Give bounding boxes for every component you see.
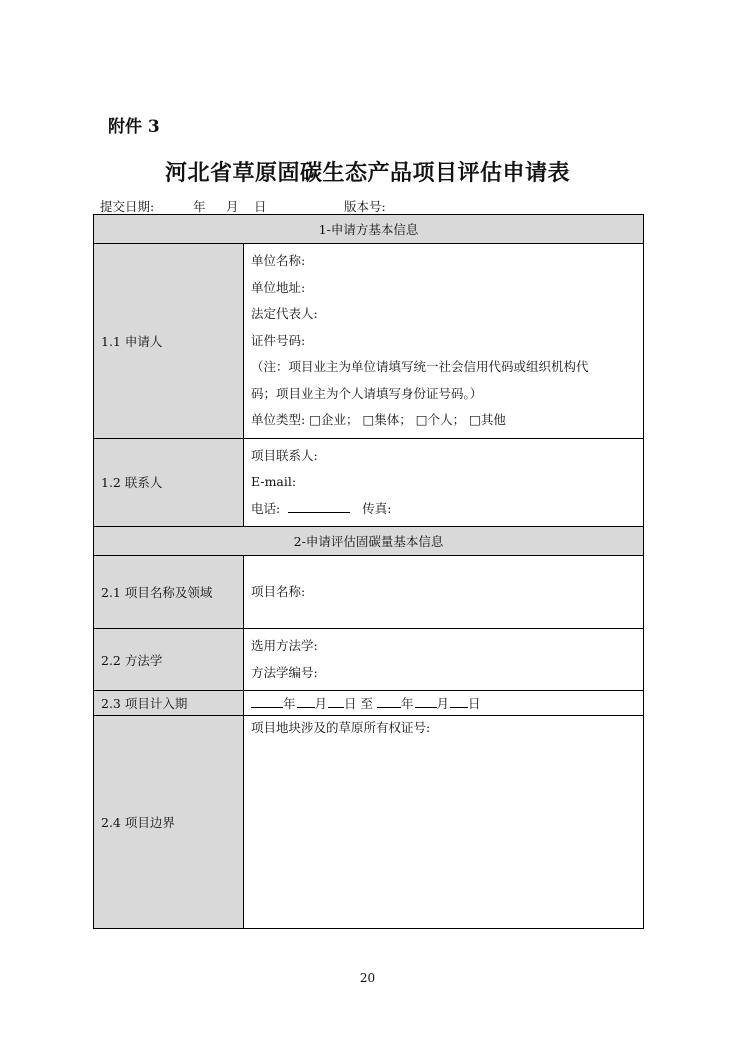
boundary-cert-field[interactable]: 项目地块涉及的草原所有权证号: — [251, 720, 431, 735]
phone-fax-line — [251, 496, 636, 523]
org-type-collective-checkbox[interactable]: □集体； — [362, 412, 412, 427]
id-note-line1: （注：项目业主为单位请填写统一社会信用代码或组织机构代 — [251, 359, 589, 374]
start-year-unit: 年 — [283, 696, 296, 711]
project-name-row — [94, 556, 644, 629]
methodology-row — [94, 629, 644, 691]
page-number: 20 — [359, 971, 376, 985]
fax-label: 传真: — [362, 500, 392, 516]
section1-header: 1-申请方基本信息 — [94, 215, 644, 244]
period-to-label: 至 — [360, 696, 374, 711]
attachment-label: 附件 3 — [108, 117, 160, 137]
id-note-line2: 码；项目业主为个人请填写身份证号码。） — [251, 385, 483, 401]
start-day-unit: 日 — [344, 696, 357, 711]
methodology-selected-field[interactable]: 选用方法学: — [251, 638, 318, 653]
start-day-blank[interactable] — [328, 694, 344, 708]
boundary-label: 2.4 项目边界 — [94, 716, 244, 929]
date-year-label: 年 — [193, 199, 206, 214]
period-label: 2.3 项目计入期 — [94, 691, 244, 716]
end-day-unit: 日 — [468, 696, 481, 711]
id-number-field[interactable]: 证件号码: — [251, 332, 306, 348]
submit-date-label: 提交日期: — [100, 199, 155, 214]
org-type-other-checkbox[interactable]: □其他 — [469, 412, 506, 427]
end-year-blank[interactable] — [377, 694, 401, 708]
boundary-row — [94, 716, 644, 929]
start-year-blank[interactable] — [251, 694, 283, 708]
application-form-table — [93, 214, 644, 929]
start-month-unit: 月 — [314, 696, 328, 711]
applicant-label: 1.1 申请人 — [94, 244, 244, 439]
project-name-field[interactable]: 项目名称: — [251, 584, 306, 599]
boundary-cell — [244, 716, 644, 929]
end-year-unit: 年 — [401, 696, 414, 711]
end-month-blank[interactable] — [415, 694, 437, 708]
project-name-label: 2.1 项目名称及领域 — [94, 556, 244, 629]
end-day-blank[interactable] — [450, 694, 468, 708]
contact-label: 1.2 联系人 — [94, 438, 244, 527]
contact-row — [94, 438, 644, 527]
org-type-field — [251, 407, 636, 434]
org-type-individual-checkbox[interactable]: □个人； — [415, 412, 466, 427]
phone-blank[interactable] — [288, 499, 350, 513]
end-month-unit: 月 — [436, 696, 450, 711]
methodology-number-field[interactable]: 方法学编号: — [251, 664, 318, 680]
contact-fields — [244, 438, 644, 527]
form-title: 河北省草原固碳生态产品项目评估申请表 — [164, 160, 570, 186]
legal-rep-field[interactable]: 法定代表人: — [251, 306, 318, 321]
start-month-blank[interactable] — [297, 694, 315, 708]
phone-label: 电话: — [251, 500, 281, 516]
period-row — [94, 691, 644, 716]
period-fields — [244, 691, 644, 716]
org-name-field[interactable]: 单位名称: — [251, 253, 306, 268]
section2-header: 2-申请评估固碳量基本信息 — [94, 527, 644, 556]
contact-person-field[interactable]: 项目联系人: — [251, 447, 318, 463]
applicant-fields — [244, 244, 644, 439]
version-label: 版本号: — [344, 199, 386, 214]
applicant-row — [94, 244, 644, 439]
org-address-field[interactable]: 单位地址: — [251, 279, 306, 295]
project-name-cell — [244, 556, 644, 629]
date-day-label: 日 — [254, 199, 267, 214]
methodology-fields — [244, 629, 644, 691]
email-field[interactable]: E-mail: — [251, 474, 297, 489]
section2-header-row — [94, 527, 644, 556]
org-type-enterprise-checkbox[interactable]: □企业； — [309, 412, 359, 427]
methodology-label: 2.2 方法学 — [94, 629, 244, 691]
org-type-label: 单位类型: — [251, 412, 306, 427]
section1-header-row — [94, 215, 644, 244]
date-month-label: 月 — [226, 199, 239, 214]
